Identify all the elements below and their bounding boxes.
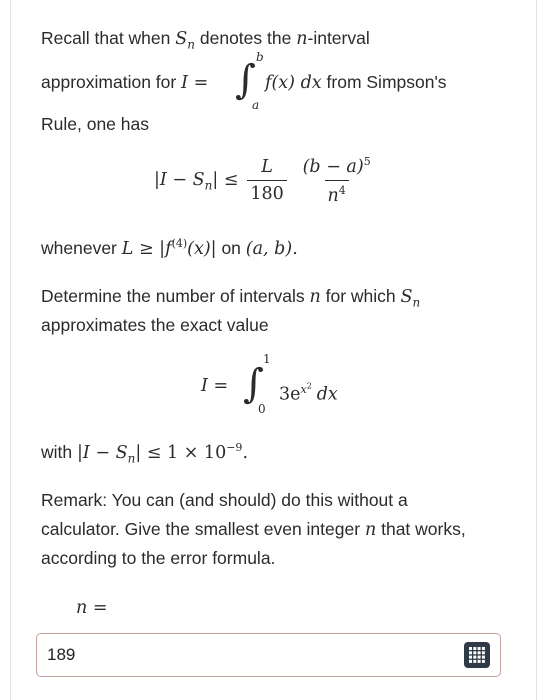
whenever-text: whenever (41, 237, 117, 258)
intro-text-3: -interval (307, 28, 370, 48)
remark-text-2: that works, (381, 519, 466, 539)
intro-line-3: Rule, one has (41, 114, 149, 134)
whenever-line (41, 232, 298, 261)
remark-line-1: Remark: You can (and should) do this without a (41, 490, 408, 510)
task-line-2: approximates the exact value (41, 315, 269, 335)
target-lower-limit: 0 (258, 402, 266, 416)
intro-line-2-rest (265, 70, 447, 95)
intro-text-4: approximation for (41, 72, 177, 92)
intro-text-2: denotes the (199, 28, 292, 48)
answer-label: n = (76, 598, 108, 618)
remark-text: calculator. Give the smallest even integer (41, 519, 361, 539)
task-text-2: for which (325, 286, 396, 306)
lower-limit: a (252, 98, 260, 112)
with-text: with (41, 441, 73, 462)
integral-sign: ∫ (235, 57, 256, 103)
interval-ab: (a, b). (245, 238, 298, 259)
error-bound-formula (154, 155, 378, 206)
upper-limit: b (256, 50, 264, 64)
answer-input[interactable] (36, 633, 501, 677)
integrand: f(x) dx (265, 73, 322, 93)
remark-line-2 (41, 517, 466, 542)
tolerance-expression: $|I - S_n| \le 1 \times 10^{-9}$. (77, 441, 249, 466)
on-text: on (221, 237, 241, 258)
fraction-L-over-180: $\frac{L}{180}$ (247, 157, 286, 204)
task-line-1 (41, 284, 420, 315)
n-symbol: n (296, 29, 308, 49)
n-symbol-2: n (309, 287, 321, 307)
tolerance-line (41, 436, 248, 470)
intro-line-2 (41, 70, 208, 95)
target-integrand: $3e^{x^2}$ dx (279, 381, 338, 405)
sn-symbol-2: $S_n$ (400, 287, 421, 310)
I-equals: I = (181, 73, 209, 93)
n-symbol-3: n (364, 520, 377, 540)
remark-line-3: according to the error formula. (41, 548, 276, 568)
sn-symbol: $S_n$ (175, 29, 195, 52)
keypad-grid-icon[interactable] (464, 642, 490, 668)
task-text: Determine the number of intervals (41, 286, 305, 306)
target-integral-sign: ∫ (243, 361, 264, 407)
derivative-condition: $L \ge |f^{(4)}(x)|$ (121, 237, 217, 259)
answer-value: 189 (47, 645, 76, 664)
fraction-b-minus-a: $\frac{(b - a)^5}{n^4}$ (302, 155, 371, 206)
intro-line-1 (41, 26, 370, 57)
intro-text-5: from Simpson's (326, 72, 447, 92)
intro-text: Recall that when (41, 28, 171, 48)
error-lhs: $|I - S_n|$ ≤ (154, 169, 239, 193)
question-panel (10, 0, 537, 700)
target-upper-limit: 1 (263, 352, 271, 366)
target-I-equals: I = (201, 376, 229, 396)
